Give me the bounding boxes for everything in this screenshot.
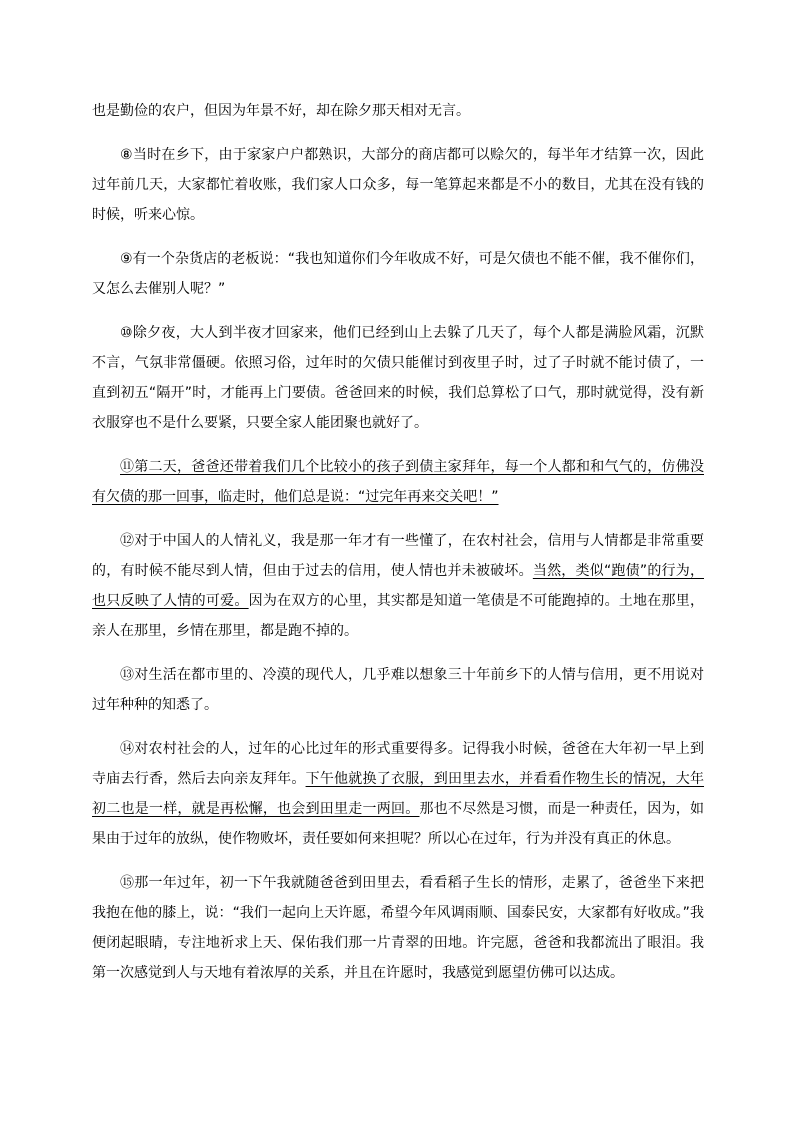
paragraph-text: ⑭对农村社会的人，过年的心比过年的形式重要得多。记得我小时候，爸爸在大年初一早上到寺庙去行香，然后去向亲友拜年。 (92, 741, 704, 787)
paragraph (92, 140, 704, 230)
underlined-text: ⑪第二天，爸爸还带着我们几个比较小的孩子到债主家拜年，每一个人都和和气气的，仿佛没有欠债的那一回事，临走时，他们总是说：“过完年再来交关吧！” (92, 459, 704, 505)
paragraph-text: ⑬对生活在都市里的、冷漠的现代人，几乎难以想象三十年前乡下的人情与信用，更不用说对过年种种的知悉了。 (92, 667, 704, 713)
paragraph-text: ⑩除夕夜，大人到半夜才回家来，他们已经到山上去躲了几天了，每个人都是满脸风霜，沉默不言，气氛非常僵硬。依照习俗，过年时的欠债只能催讨到夜里子时，过了子时就不能讨债了，一直到初五“隔开”时，才能再上门要债。爸爸回来的时候，我们总算松了口气，那时就觉得，没有新衣服穿也不是什么要紧，只要全家人能团聚也就好了。 (92, 325, 704, 431)
paragraph-text: 那也不尽然是习惯，而是一种责任，因为，如果由于过年的放纵，使作物败坏，责任要如何来担呢？所以心在过年，行为并没有真正的休息。 (92, 801, 705, 847)
paragraph-text: 因为在双方的心里，其实都是知道一笔债是不可能跑掉的。土地在那里，亲人在那里，乡情在那里，都是跑不掉的。 (92, 593, 705, 639)
paragraph-text: ⑮那一年过年，初一下午我就随爸爸到田里去，看看稻子生长的情形，走累了，爸爸坐下来把我抱在他的膝上，说：“我们一起向上天许愿，希望今年风调雨顺、国泰民安，大家都有好收成。”我便闭起眼睛，专注地祈求上天、保佑我们那一片青翠的田地。许完愿，爸爸和我都流出了眼泪。我第一次感觉到人与天地有着浓厚的关系，并且在许愿时，我感觉到愿望仿佛可以达成。 (92, 875, 704, 981)
underlined-text: 当然，类似“跑债”的行为，也只反映了人情的可爱。 (92, 563, 704, 609)
paragraph (92, 868, 704, 988)
paragraph-text: ⑧当时在乡下，由于家家户户都熟识，大部分的商店都可以赊欠的，每半年才结算一次，因此过年前几天，大家都忙着收账，我们家人口众多，每一笔算起来都是不小的数目，尤其在没有钱的时候，听来心惊。 (92, 147, 704, 223)
paragraph (92, 660, 704, 720)
paragraph (92, 244, 704, 304)
paragraph-text: ⑫对于中国人的人情礼义，我是那一年才有一些懂了，在农村社会，信用与人情都是非常重要的，有时候不能尽到人情，但由于过去的信用，使人情也并未被破坏。 (92, 533, 704, 579)
paragraph (92, 96, 704, 126)
paragraph (92, 526, 704, 646)
underlined-text: 下午他就换了衣服，到田里去水，并看看作物生长的情况，大年初二也是一样，就是再松懈，也会到田里走一两回。 (92, 771, 705, 817)
paragraph-text: 也是勤俭的农户，但因为年景不好，却在除夕那天相对无言。 (92, 103, 470, 119)
document-body (92, 96, 704, 988)
paragraph (92, 452, 704, 512)
paragraph (92, 318, 704, 438)
paragraph-text: ⑨有一个杂货店的老板说：“我也知道你们今年收成不好，可是欠债也不能不催，我不催你们，又怎么去催别人呢？” (92, 251, 704, 297)
paragraph (92, 734, 704, 854)
